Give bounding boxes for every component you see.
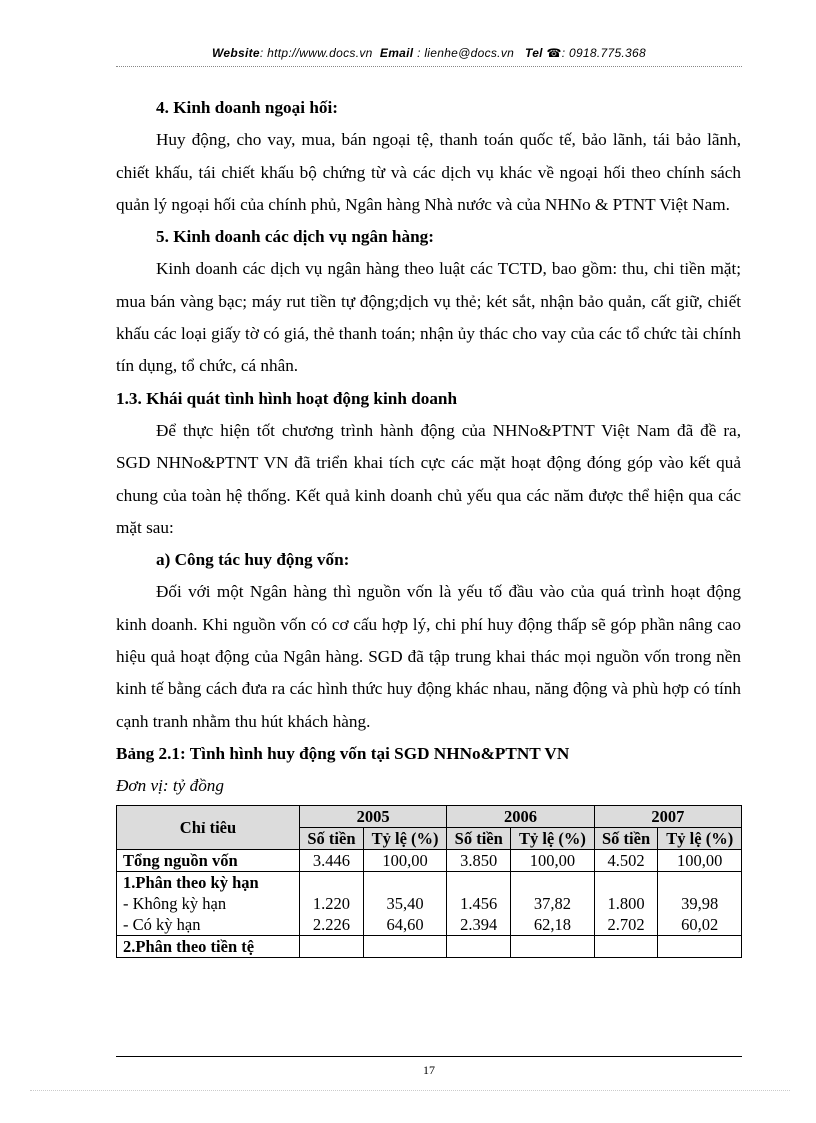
table-row xyxy=(117,914,742,936)
cell: 64,60 xyxy=(363,914,446,936)
cell: 37,82 xyxy=(511,893,594,914)
cell: 3.850 xyxy=(447,849,511,871)
table-row xyxy=(117,849,742,871)
phone-icon: ☎ xyxy=(546,46,562,60)
section-5-body: Kinh doanh các dịch vụ ngân hàng theo luật các TCTD, bao gồm: thu, chi tiền mặt; mua bán vàng bạc; máy rut tiền tự động;dịch vụ thẻ; két sắt, nhận bảo quản, cất giữ, chiết khấu các loại giấy tờ có giá, thẻ thanh toán; nhận ủy thác cho vay của các tổ chức tài chính tín dụng, tổ chức, cá nhân. xyxy=(116,259,741,376)
cell: 4.502 xyxy=(594,849,658,871)
header-indicator: Chỉ tiêu xyxy=(117,805,300,849)
cell: 1.800 xyxy=(594,893,658,914)
cell: 3.446 xyxy=(300,849,364,871)
header-ratio: Tỷ lệ (%) xyxy=(511,827,594,849)
section-4-title: 4. Kinh doanh ngoại hối: xyxy=(156,98,338,117)
header-ratio: Tỷ lệ (%) xyxy=(658,827,742,849)
capital-table xyxy=(116,805,742,958)
page-header xyxy=(116,46,742,60)
cell: 2.702 xyxy=(594,914,658,936)
cell: 60,02 xyxy=(658,914,742,936)
tel-label: Tel xyxy=(525,46,543,60)
row-label-total: Tổng nguồn vốn xyxy=(117,849,300,871)
header-year-2007: 2007 xyxy=(594,805,741,827)
section-4-body: Huy động, cho vay, mua, bán ngoại tệ, thanh toán quốc tế, bảo lãnh, tái bảo lãnh, chiết khấu, tái chiết khấu bộ chứng từ và các dịch vụ khác về ngoại hối theo chính sách quản lý ngoại hối của chính phủ, Ngân hàng Nhà nước và của NHNo & PTNT Việt Nam. xyxy=(116,130,741,214)
website-label: Website xyxy=(212,46,260,60)
row-label-group-2: 2.Phân theo tiền tệ xyxy=(117,935,300,957)
email-value[interactable]: : lienhe@docs.vn xyxy=(417,46,515,60)
row-label-term: - Có kỳ hạn xyxy=(117,914,300,936)
header-amount: Số tiền xyxy=(447,827,511,849)
cell: 35,40 xyxy=(363,893,446,914)
section-5-title: 5. Kinh doanh các dịch vụ ngân hàng: xyxy=(156,227,434,247)
header-amount: Số tiền xyxy=(300,827,364,849)
header-year-2006: 2006 xyxy=(447,805,594,827)
section-a-title: a) Công tác huy động vốn: xyxy=(156,550,350,570)
website-value[interactable]: : http://www.docs.vn xyxy=(259,46,373,60)
section-1-3-body: Để thực hiện tốt chương trình hành động của NHNo&PTNT Việt Nam đã đề ra, SGD NHNo&PTNT VN đã triển khai tích cực các mặt hoạt động đóng góp vào kết quả chung của toàn hệ thống. Kết quả kinh doanh chủ yếu qua các năm được thể hiện qua các mặt sau: xyxy=(116,420,741,537)
cell: 100,00 xyxy=(363,849,446,871)
page-number: 17 xyxy=(423,1063,435,1077)
header-divider xyxy=(116,66,742,67)
row-label-group-1: 1.Phân theo kỳ hạn xyxy=(117,871,300,893)
header-year-2005: 2005 xyxy=(300,805,447,827)
table-row xyxy=(117,935,742,957)
table-row xyxy=(117,871,742,893)
table-header-row xyxy=(117,805,742,827)
cell: 1.456 xyxy=(447,893,511,914)
email-label: Email xyxy=(379,46,414,60)
cell: 39,98 xyxy=(658,893,742,914)
cell: 62,18 xyxy=(511,914,594,936)
tel-value: : 0918.775.368 xyxy=(561,46,646,60)
table-caption: Bảng 2.1: Tình hình huy động vốn tại SGD NHNo&PTNT VN xyxy=(116,743,570,763)
footer-divider xyxy=(116,1056,742,1057)
document-body xyxy=(116,92,741,958)
header-ratio: Tỷ lệ (%) xyxy=(363,827,446,849)
table-unit: Đơn vị: tỷ đồng xyxy=(116,776,224,796)
cell: 2.226 xyxy=(300,914,364,936)
table-row xyxy=(117,893,742,914)
cell: 100,00 xyxy=(658,849,742,871)
cell: 2.394 xyxy=(447,914,511,936)
row-label-no-term: - Không kỳ hạn xyxy=(117,893,300,914)
cell: 1.220 xyxy=(300,893,364,914)
section-1-3-title: 1.3. Khái quát tình hình hoạt động kinh doanh xyxy=(116,388,458,408)
section-a-body: Đối với một Ngân hàng thì nguồn vốn là yếu tố đầu vào của quá trình hoạt động kinh doanh. Khi nguồn vốn có cơ cấu hợp lý, chi phí huy động thấp sẽ góp phần nâng cao hiệu quả hoạt động của Ngân hàng. SGD đã tập trung khai thác mọi nguồn vốn trong nền kinh tế bằng cách đưa ra các hình thức huy động khác nhau, năng động và phù hợp có tính cạnh tranh nhằm thu hút khách hàng. xyxy=(116,582,741,731)
header-amount: Số tiền xyxy=(594,827,658,849)
page-edge-divider xyxy=(30,1090,790,1091)
cell: 100,00 xyxy=(511,849,594,871)
